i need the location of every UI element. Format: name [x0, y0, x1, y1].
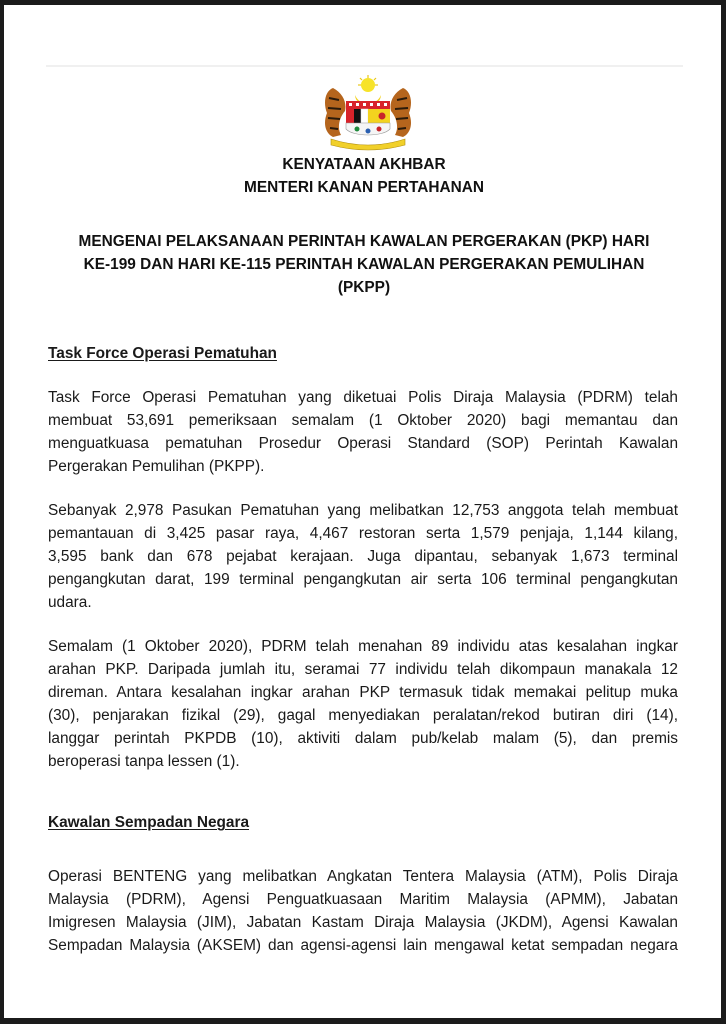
header-line-2: MENTERI KANAN PERTAHANAN [244, 179, 484, 196]
paragraph-line: Pergerakan Pemulihan (PKPP). [48, 458, 265, 475]
paragraph-line: udara. [48, 594, 92, 611]
paragraph-line: Task Force Operasi Pematuhan yang diketuai Polis Diraja Malaysia (PDRM) telah [48, 389, 678, 406]
title-line-3: (PKPP) [337, 279, 391, 296]
paragraph-line: Imigresen Malaysia (JIM), Jabatan Kastam Diraja Malaysia (JKDM), Agensi Kawalan [48, 914, 678, 931]
star-icon [361, 78, 375, 92]
header-line-1: KENYATAAN AKHBAR [282, 156, 446, 173]
paragraph-line: pengangkutan darat, 199 terminal pengangkutan air serta 106 terminal pengangkutan [48, 571, 678, 588]
title-line-2: KE-199 DAN HARI KE-115 PERINTAH KAWALAN PERGERAKAN PEMULIHAN [83, 256, 645, 273]
paragraph-line: 3,595 bank dan 678 pejabat kerajaan. Juga dipantau, sebanyak 1,673 terminal [48, 548, 678, 565]
paragraph-line: membuat 53,691 pemeriksaan semalam (1 Oktober 2020) bagi memantau dan [48, 412, 678, 429]
paragraph-line: pemantauan di 3,425 pasar raya, 4,467 restoran serta 1,579 penjaja, 1,144 kilang, [48, 525, 678, 542]
paragraph-line: Operasi BENTENG yang melibatkan Angkatan Tentera Malaysia (ATM), Polis Diraja [48, 868, 678, 885]
motto-scroll [331, 139, 405, 150]
paragraph-line: menguatkuasa pematuhan Prosedur Operasi Standard (SOP) Perintah Kawalan [48, 435, 678, 452]
paragraph-line: langgar perintah PKPDB (10), aktiviti dalam pub/kelab malam (5), dan premis [48, 730, 678, 747]
document-page [4, 5, 721, 1018]
section-heading-border-control: Kawalan Sempadan Negara [48, 814, 250, 831]
paragraph-line: Malaysia (PDRM), Agensi Penguatkuasaan Maritim Malaysia (APMM), Jabatan [48, 891, 678, 908]
top-rule [46, 65, 683, 67]
title-line-1: MENGENAI PELAKSANAAN PERINTAH KAWALAN PERGERAKAN (PKP) HARI [78, 233, 650, 250]
paragraph-line: Semalam (1 Oktober 2020), PDRM telah menahan 89 individu atas kesalahan ingkar [48, 638, 678, 655]
paragraph-line: beroperasi tanpa lessen (1). [48, 753, 240, 770]
paragraph-line: direman. Antara kesalahan ingkar arahan PKP termasuk tidak memakai pelitup muka [48, 684, 678, 701]
paragraph-line: Sempadan Malaysia (AKSEM) dan agensi-agensi lain mengawal ketat sempadan negara [48, 937, 678, 954]
paragraph-line: Sebanyak 2,978 Pasukan Pematuhan yang melibatkan 12,753 anggota telah membuat [48, 502, 678, 519]
paragraph-line: (30), penjarakan fizikal (29), gagal menyediakan peralatan/rekod butiran diri (14), [48, 707, 678, 724]
section-heading-task-force: Task Force Operasi Pematuhan [48, 345, 277, 362]
paragraph-line: arahan PKP. Daripada jumlah itu, seramai 77 individu telah dikompaun manakala 12 [48, 661, 678, 678]
coat-of-arms-logo [313, 73, 423, 153]
